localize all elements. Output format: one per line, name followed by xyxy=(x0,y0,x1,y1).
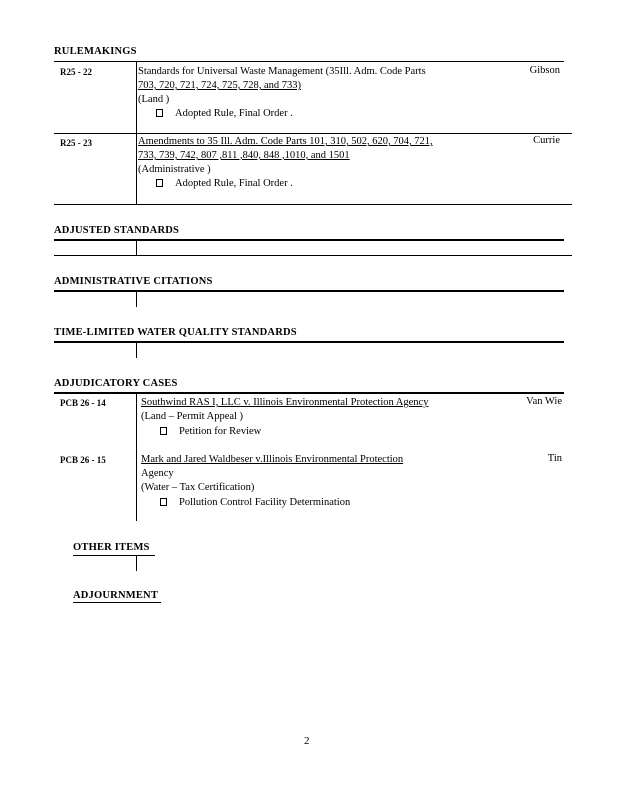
other-items-heading: OTHER ITEMS xyxy=(73,542,150,553)
board-member: Van Wie xyxy=(526,396,562,407)
divider xyxy=(54,290,564,292)
bullet-icon xyxy=(156,109,163,117)
board-member: Currie xyxy=(533,135,560,146)
divider xyxy=(54,255,572,256)
divider xyxy=(73,555,155,556)
case-action: Petition for Review xyxy=(160,425,261,439)
case-category: (Land ) xyxy=(138,94,170,105)
board-member: Tin xyxy=(547,453,562,464)
case-title-line: Standards for Universal Waste Management (35Ill. Adm. Code Parts xyxy=(138,66,426,77)
board-member: Gibson xyxy=(529,65,560,76)
divider xyxy=(54,204,572,205)
docket-number: PCB 26 - 15 xyxy=(60,455,106,465)
page-number: 2 xyxy=(304,735,310,747)
case-category: (Water – Tax Certification) xyxy=(141,482,255,493)
column-divider xyxy=(136,241,137,256)
column-divider xyxy=(136,394,137,521)
docket-number: R25 - 23 xyxy=(60,138,92,148)
column-divider xyxy=(136,556,137,571)
case-title-line: Agency xyxy=(141,468,174,479)
case-action: Adopted Rule, Final Order . xyxy=(156,107,293,121)
adjusted-standards-heading: ADJUSTED STANDARDS xyxy=(54,225,180,236)
case-action: Adopted Rule, Final Order . xyxy=(156,177,293,191)
adjournment-heading: ADJOURNMENT xyxy=(73,590,159,601)
divider xyxy=(54,239,564,241)
bullet-icon xyxy=(156,179,163,187)
column-divider xyxy=(136,343,137,358)
case-title-line: 733, 739, 742, 807 ,811 ,840, 848 ,1010, and 1501 xyxy=(138,150,350,161)
divider xyxy=(54,392,564,394)
divider xyxy=(73,602,161,603)
case-title-line: Amendments to 35 Ill. Adm. Code Parts 101, 310, 502, 620, 704, 721, xyxy=(138,136,433,147)
divider xyxy=(54,341,564,343)
divider xyxy=(54,133,572,134)
administrative-citations-heading: ADMINISTRATIVE CITATIONS xyxy=(54,276,213,287)
column-divider xyxy=(136,292,137,307)
case-category: (Land – Permit Appeal ) xyxy=(141,411,244,422)
docket-number: PCB 26 - 14 xyxy=(60,398,106,408)
case-title-line: Southwind RAS I, LLC v. Illinois Environmental Protection Agency xyxy=(141,397,429,408)
case-category: (Administrative ) xyxy=(138,164,211,175)
bullet-icon xyxy=(160,427,167,435)
bullet-icon xyxy=(160,498,167,506)
case-title-line: 703, 720, 721, 724, 725, 728, and 733) xyxy=(138,80,302,91)
rulemakings-heading: RULEMAKINGS xyxy=(54,46,137,57)
time-limited-heading: TIME-LIMITED WATER QUALITY STANDARDS xyxy=(54,327,297,338)
case-action: Pollution Control Facility Determination xyxy=(160,496,350,510)
adjudicatory-cases-heading: ADJUDICATORY CASES xyxy=(54,378,178,389)
case-title-line: Mark and Jared Waldbeser v.Illinois Environmental Protection xyxy=(141,454,404,465)
divider xyxy=(54,61,564,62)
docket-number: R25 - 22 xyxy=(60,67,92,77)
